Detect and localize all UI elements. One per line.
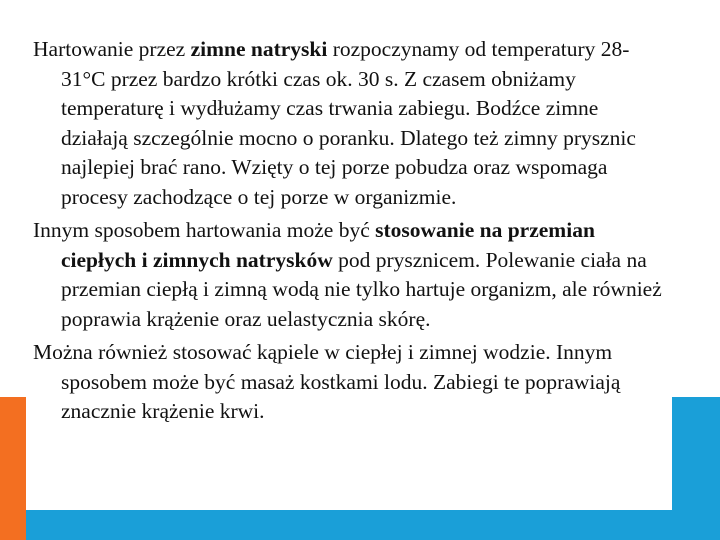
paragraph-baths-ice	[33, 338, 665, 427]
paragraph-text: pod prysznicem. Polewanie ciała na przemian ciepłą i zimną wodą nie tylko hartuje organizm, ale również poprawia krążenie oraz uelastycznia skórę.	[61, 247, 662, 331]
paragraph-emphasis: stosowanie na przemian ciepłych i zimnych natrysków	[61, 218, 595, 272]
decorative-orange-band	[0, 397, 26, 540]
paragraph-text: Można również stosować kąpiele w ciepłej i zimnej wodzie. Innym sposobem może być masaż kostkami lodu. Zabiegi te poprawiają znacznie krążenie krwi.	[33, 340, 621, 423]
paragraph-alternating-showers	[33, 216, 665, 334]
paragraph-text: rozpoczynamy od temperatury 28-31°C przez bardzo krótki czas ok. 30 s. Z czasem obniżamy temperaturę i wydłużamy czas trwania zabiegu. Bodźce zimne działają szczególnie mocno o poranku. Dlatego też zimny prysznic najlepiej brać rano. Wzięty o tej porze pobudza oraz wspomaga procesy zachodzące o tej porze w organizmie.	[61, 37, 636, 209]
slide-text-body	[33, 35, 665, 427]
paragraph-text: Hartowanie przez	[33, 37, 191, 61]
paragraph-emphasis: zimne natryski	[190, 37, 328, 61]
paragraph-text: Innym sposobem hartowania może być	[33, 218, 376, 242]
paragraph-cold-showers	[33, 35, 665, 212]
